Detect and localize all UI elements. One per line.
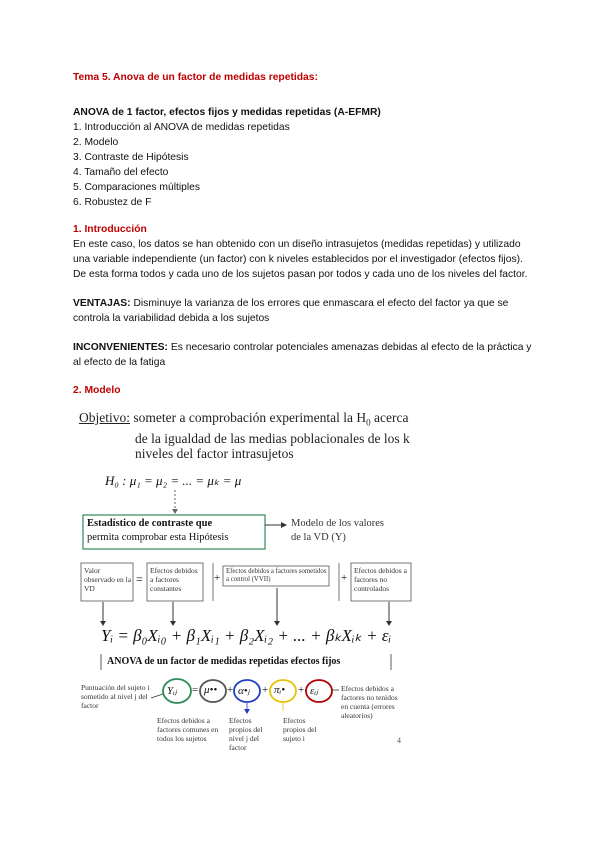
inconvenientes-label: INCONVENIENTES: [73,342,168,353]
ventajas-text: Disminuye la varianza de los errores que enmascara el efecto del factor ya que se controla la variabilidad debida a los sujetos [73,298,509,324]
term-equals: = [192,684,199,696]
term-epsilon: εᵢⱼ [310,685,318,697]
term-mu: μ•• [204,684,218,696]
objetivo-line-3: niveles del factor intrasujetos [135,445,294,461]
box-factores-constantes: Efectos debidos a factores constantes [150,566,198,593]
estadistico-box [87,517,228,545]
section-2-heading: 2. Modelo [73,385,121,396]
toc-item: 2. Modelo [73,137,119,148]
box-factores-controlados: Efectos debidos a factores sometidos a control (VVII) [226,568,327,583]
modelo-line-2: de la VD (Y) [291,532,346,543]
objetivo-line-2: de la igualdad de las medias poblacionales de los k [135,430,410,446]
table-of-contents [73,120,533,210]
puntuacion-caption: Puntuación del sujeto i sometido al nivel j del factor [81,683,150,710]
modelo-line-1: Modelo de los valores [291,518,385,529]
toc-item: 6. Robustez de F [73,197,152,208]
term-plus: + [262,684,269,696]
term-plus: + [227,684,234,696]
box-plus-1: + [214,572,221,584]
ventajas-paragraph [73,296,533,326]
document-title: Tema 5. Anova de un factor de medidas repetidas: [73,72,318,83]
box-equals: = [136,572,143,586]
objetivo-line-1-end: acerca [370,410,409,425]
h0-equation: H₀ : μ₁ = μ₂ = ... = μₖ = μ [105,473,242,488]
efectos-nivel-caption: Efectos propios del nivel j del factor [229,716,263,752]
page-number: 4 [397,736,401,745]
inconvenientes-paragraph [73,340,533,370]
objetivo-label: Objetivo: [79,410,130,425]
section-1-heading: 1. Introducción [73,224,147,235]
modelo-valores [291,517,384,545]
term-alpha: α•ⱼ [238,685,250,697]
term-plus: + [298,684,305,696]
box-valor-observado: Valor observado en la VD [84,566,132,593]
anova-label: ANOVA de un factor de medidas repetidas efectos fijos [107,656,341,667]
toc-item: 1. Introducción al ANOVA de medidas repetidas [73,122,290,133]
inconvenientes-text: Es necesario controlar potenciales amenazas debidas al efecto de la práctica y al efecto de la fatiga [73,342,532,368]
box-plus-2: + [341,572,348,584]
toc-item: 5. Comparaciones múltiples [73,182,201,193]
toc-item: 4. Tamaño del efecto [73,167,169,178]
box-factores-no-controlados: Efectos debidos a factores no controlados [354,566,407,593]
linear-model-equation: Yᵢ = β₀Xᵢ₀ + β₁Xᵢ₁ + β₂Xᵢ₂ + ... + βₖXᵢₖ + εᵢ [101,626,392,645]
toc-item: 3. Contraste de Hipótesis [73,152,189,163]
efectos-no-caption: Efectos debidos a factores no tenidos en cuenta (errores aleatorios) [341,684,398,720]
term-pi: πᵢ• [274,684,286,696]
efectos-comunes-caption: Efectos debidos a factores comunes en todos los sujetos [157,716,219,743]
estadistico-line-1: Estadístico de contraste que [87,518,213,529]
document-subtitle: ANOVA de 1 factor, efectos fijos y medidas repetidas (A-EFMR) [73,107,381,118]
model-figure [73,398,533,768]
estadistico-line-2: permita comprobar esta Hipótesis [87,532,229,543]
objetivo-subscript: 0 [366,417,371,428]
document-body [73,70,533,398]
objetivo-line-1: someter a comprobación experimental la H [130,410,367,425]
ventajas-label: VENTAJAS: [73,298,131,309]
section-1-text: En este caso, los datos se han obtenido con un diseño intrasujetos (medidas repetidas) y utilizado una variable independiente (un factor) con k niveles establecidos por el investigador (efectos fijos). De esta forma todos y cada uno de los sujetos pasan por todos y cada uno de los niveles del factor. [73,239,528,280]
efectos-sujeto-caption: Efectos propios del sujeto i [283,716,317,743]
term-y: Yᵢⱼ [167,685,177,697]
